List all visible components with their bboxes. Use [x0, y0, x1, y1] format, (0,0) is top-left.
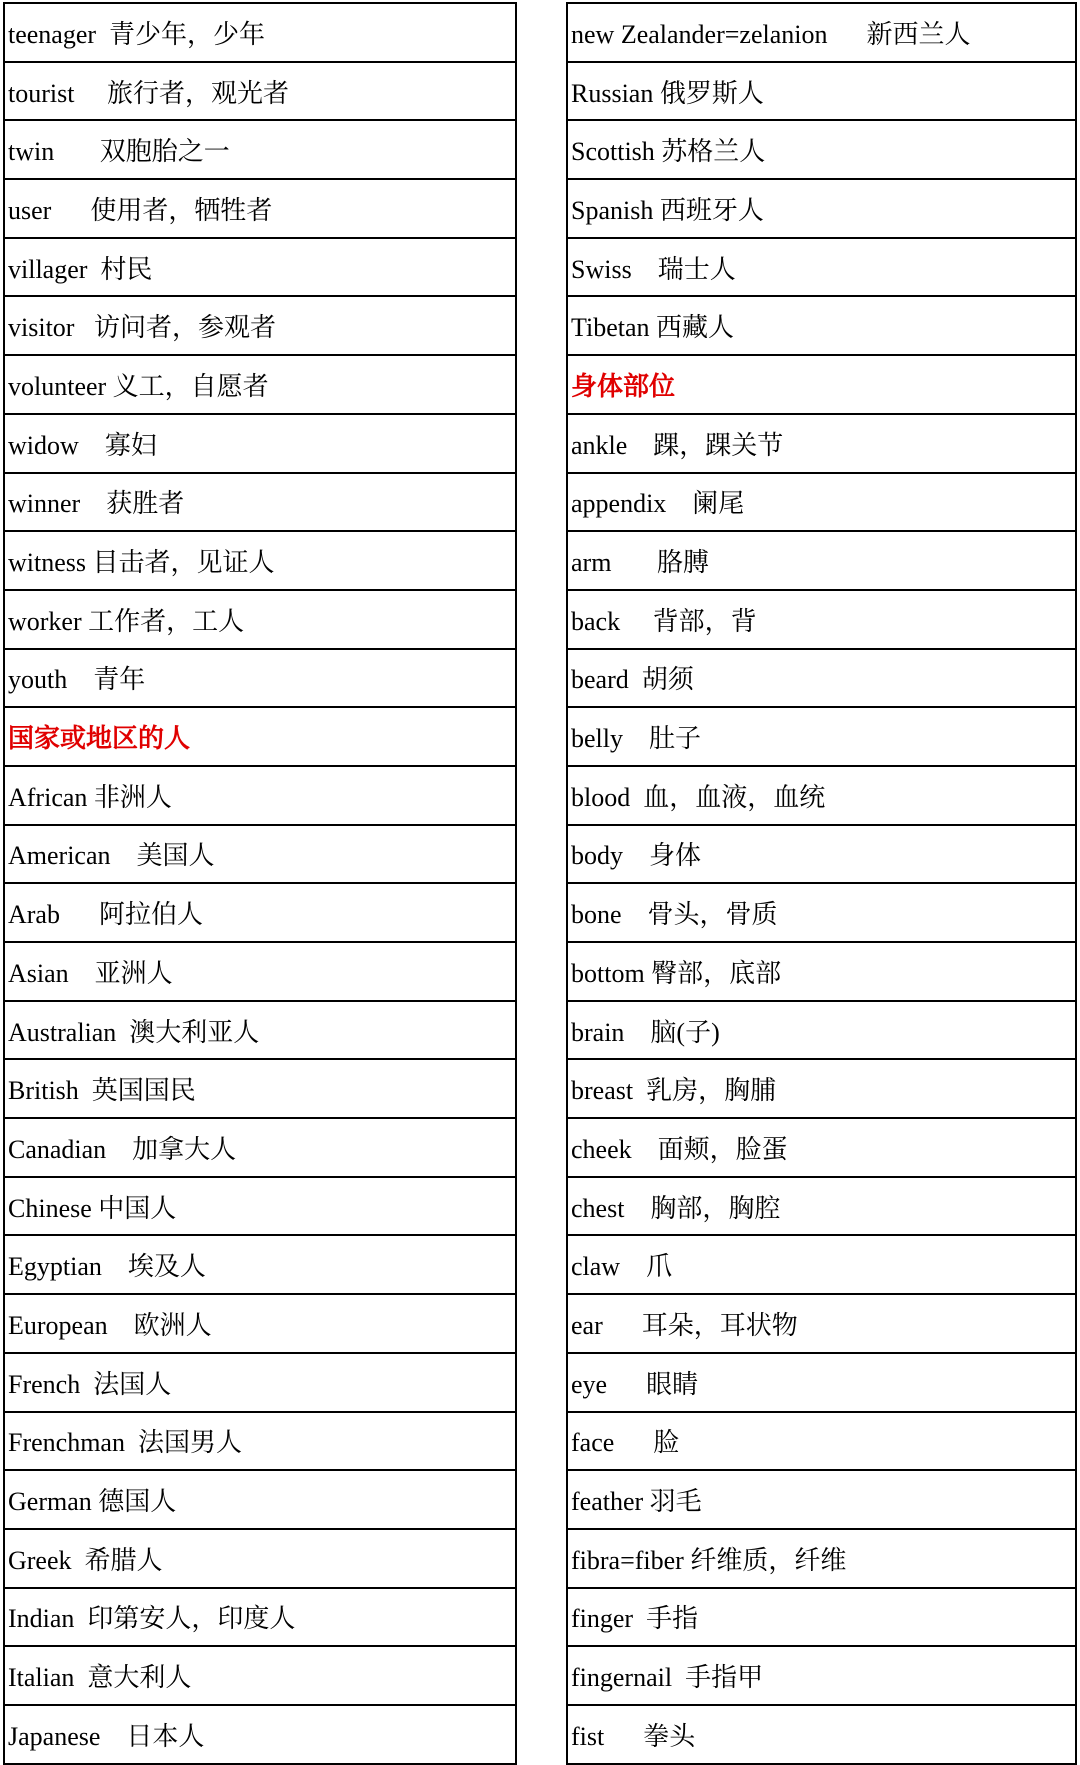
vocab-row: beard 胡须	[568, 650, 1075, 709]
vocab-row: worker 工作者，工人	[5, 591, 515, 650]
vocab-row: ankle 踝，踝关节	[568, 415, 1075, 474]
vocab-row: volunteer 义工，自愿者	[5, 356, 515, 415]
vocab-row: winner 获胜者	[5, 474, 515, 533]
vocab-row: chest 胸部，胸腔	[568, 1178, 1075, 1237]
vocab-row: back 背部，背	[568, 591, 1075, 650]
vocab-row: Canadian 加拿大人	[5, 1119, 515, 1178]
vocab-row: Russian 俄罗斯人	[568, 63, 1075, 122]
vocab-row: tourist 旅行者，观光者	[5, 63, 515, 122]
vocab-row: German 德国人	[5, 1471, 515, 1530]
vocab-row: British 英国国民	[5, 1060, 515, 1119]
vocab-row: new Zealander=zelanion 新西兰人	[568, 4, 1075, 63]
vocab-row: Asian 亚洲人	[5, 943, 515, 1002]
vocab-row: claw 爪	[568, 1236, 1075, 1295]
vocab-row: belly 肚子	[568, 708, 1075, 767]
vocab-row: ear 耳朵，耳状物	[568, 1295, 1075, 1354]
vocab-row: breast 乳房，胸脯	[568, 1060, 1075, 1119]
vocab-row: visitor 访问者，参观者	[5, 297, 515, 356]
vocab-row: Tibetan 西藏人	[568, 297, 1075, 356]
vocab-row: American 美国人	[5, 826, 515, 885]
vocab-row: Chinese 中国人	[5, 1178, 515, 1237]
vocab-row: bottom 臀部，底部	[568, 943, 1075, 1002]
vocab-row: French 法国人	[5, 1354, 515, 1413]
vocab-row: Spanish 西班牙人	[568, 180, 1075, 239]
vocab-row: Italian 意大利人	[5, 1647, 515, 1706]
vocab-table-right	[566, 2, 1077, 1765]
vocab-row: arm 胳膊	[568, 532, 1075, 591]
vocab-row: villager 村民	[5, 239, 515, 298]
vocab-table-left	[3, 2, 517, 1765]
vocab-row: Australian 澳大利亚人	[5, 1002, 515, 1061]
vocab-row: Arab 阿拉伯人	[5, 884, 515, 943]
vocab-row: widow 寡妇	[5, 415, 515, 474]
vocab-row: Indian 印第安人，印度人	[5, 1589, 515, 1648]
vocab-row: feather 羽毛	[568, 1471, 1075, 1530]
vocab-row: youth 青年	[5, 650, 515, 709]
vocab-row: Greek 希腊人	[5, 1530, 515, 1589]
vocab-row: brain 脑(子)	[568, 1002, 1075, 1061]
vocab-row: Scottish 苏格兰人	[568, 121, 1075, 180]
vocab-row: eye 眼睛	[568, 1354, 1075, 1413]
vocab-row: bone 骨头，骨质	[568, 884, 1075, 943]
vocab-row: Japanese 日本人	[5, 1706, 515, 1765]
vocab-row: fibra=fiber 纤维质，纤维	[568, 1530, 1075, 1589]
vocab-row: face 脸	[568, 1413, 1075, 1472]
vocab-row: Frenchman 法国男人	[5, 1413, 515, 1472]
vocab-row: fist 拳头	[568, 1706, 1075, 1765]
vocab-row: body 身体	[568, 826, 1075, 885]
vocab-row: Egyptian 埃及人	[5, 1236, 515, 1295]
vocab-row: user 使用者，牺牲者	[5, 180, 515, 239]
section-heading: 国家或地区的人	[5, 708, 515, 767]
vocab-row: Swiss 瑞士人	[568, 239, 1075, 298]
vocab-row: finger 手指	[568, 1589, 1075, 1648]
vocab-row: blood 血，血液，血统	[568, 767, 1075, 826]
vocab-row: twin 双胞胎之一	[5, 121, 515, 180]
vocab-row: witness 目击者，见证人	[5, 532, 515, 591]
vocab-row: European 欧洲人	[5, 1295, 515, 1354]
vocab-row: teenager 青少年，少年	[5, 4, 515, 63]
section-heading: 身体部位	[568, 356, 1075, 415]
vocab-row: appendix 阑尾	[568, 474, 1075, 533]
vocab-row: fingernail 手指甲	[568, 1647, 1075, 1706]
vocab-row: African 非洲人	[5, 767, 515, 826]
vocab-row: cheek 面颊，脸蛋	[568, 1119, 1075, 1178]
